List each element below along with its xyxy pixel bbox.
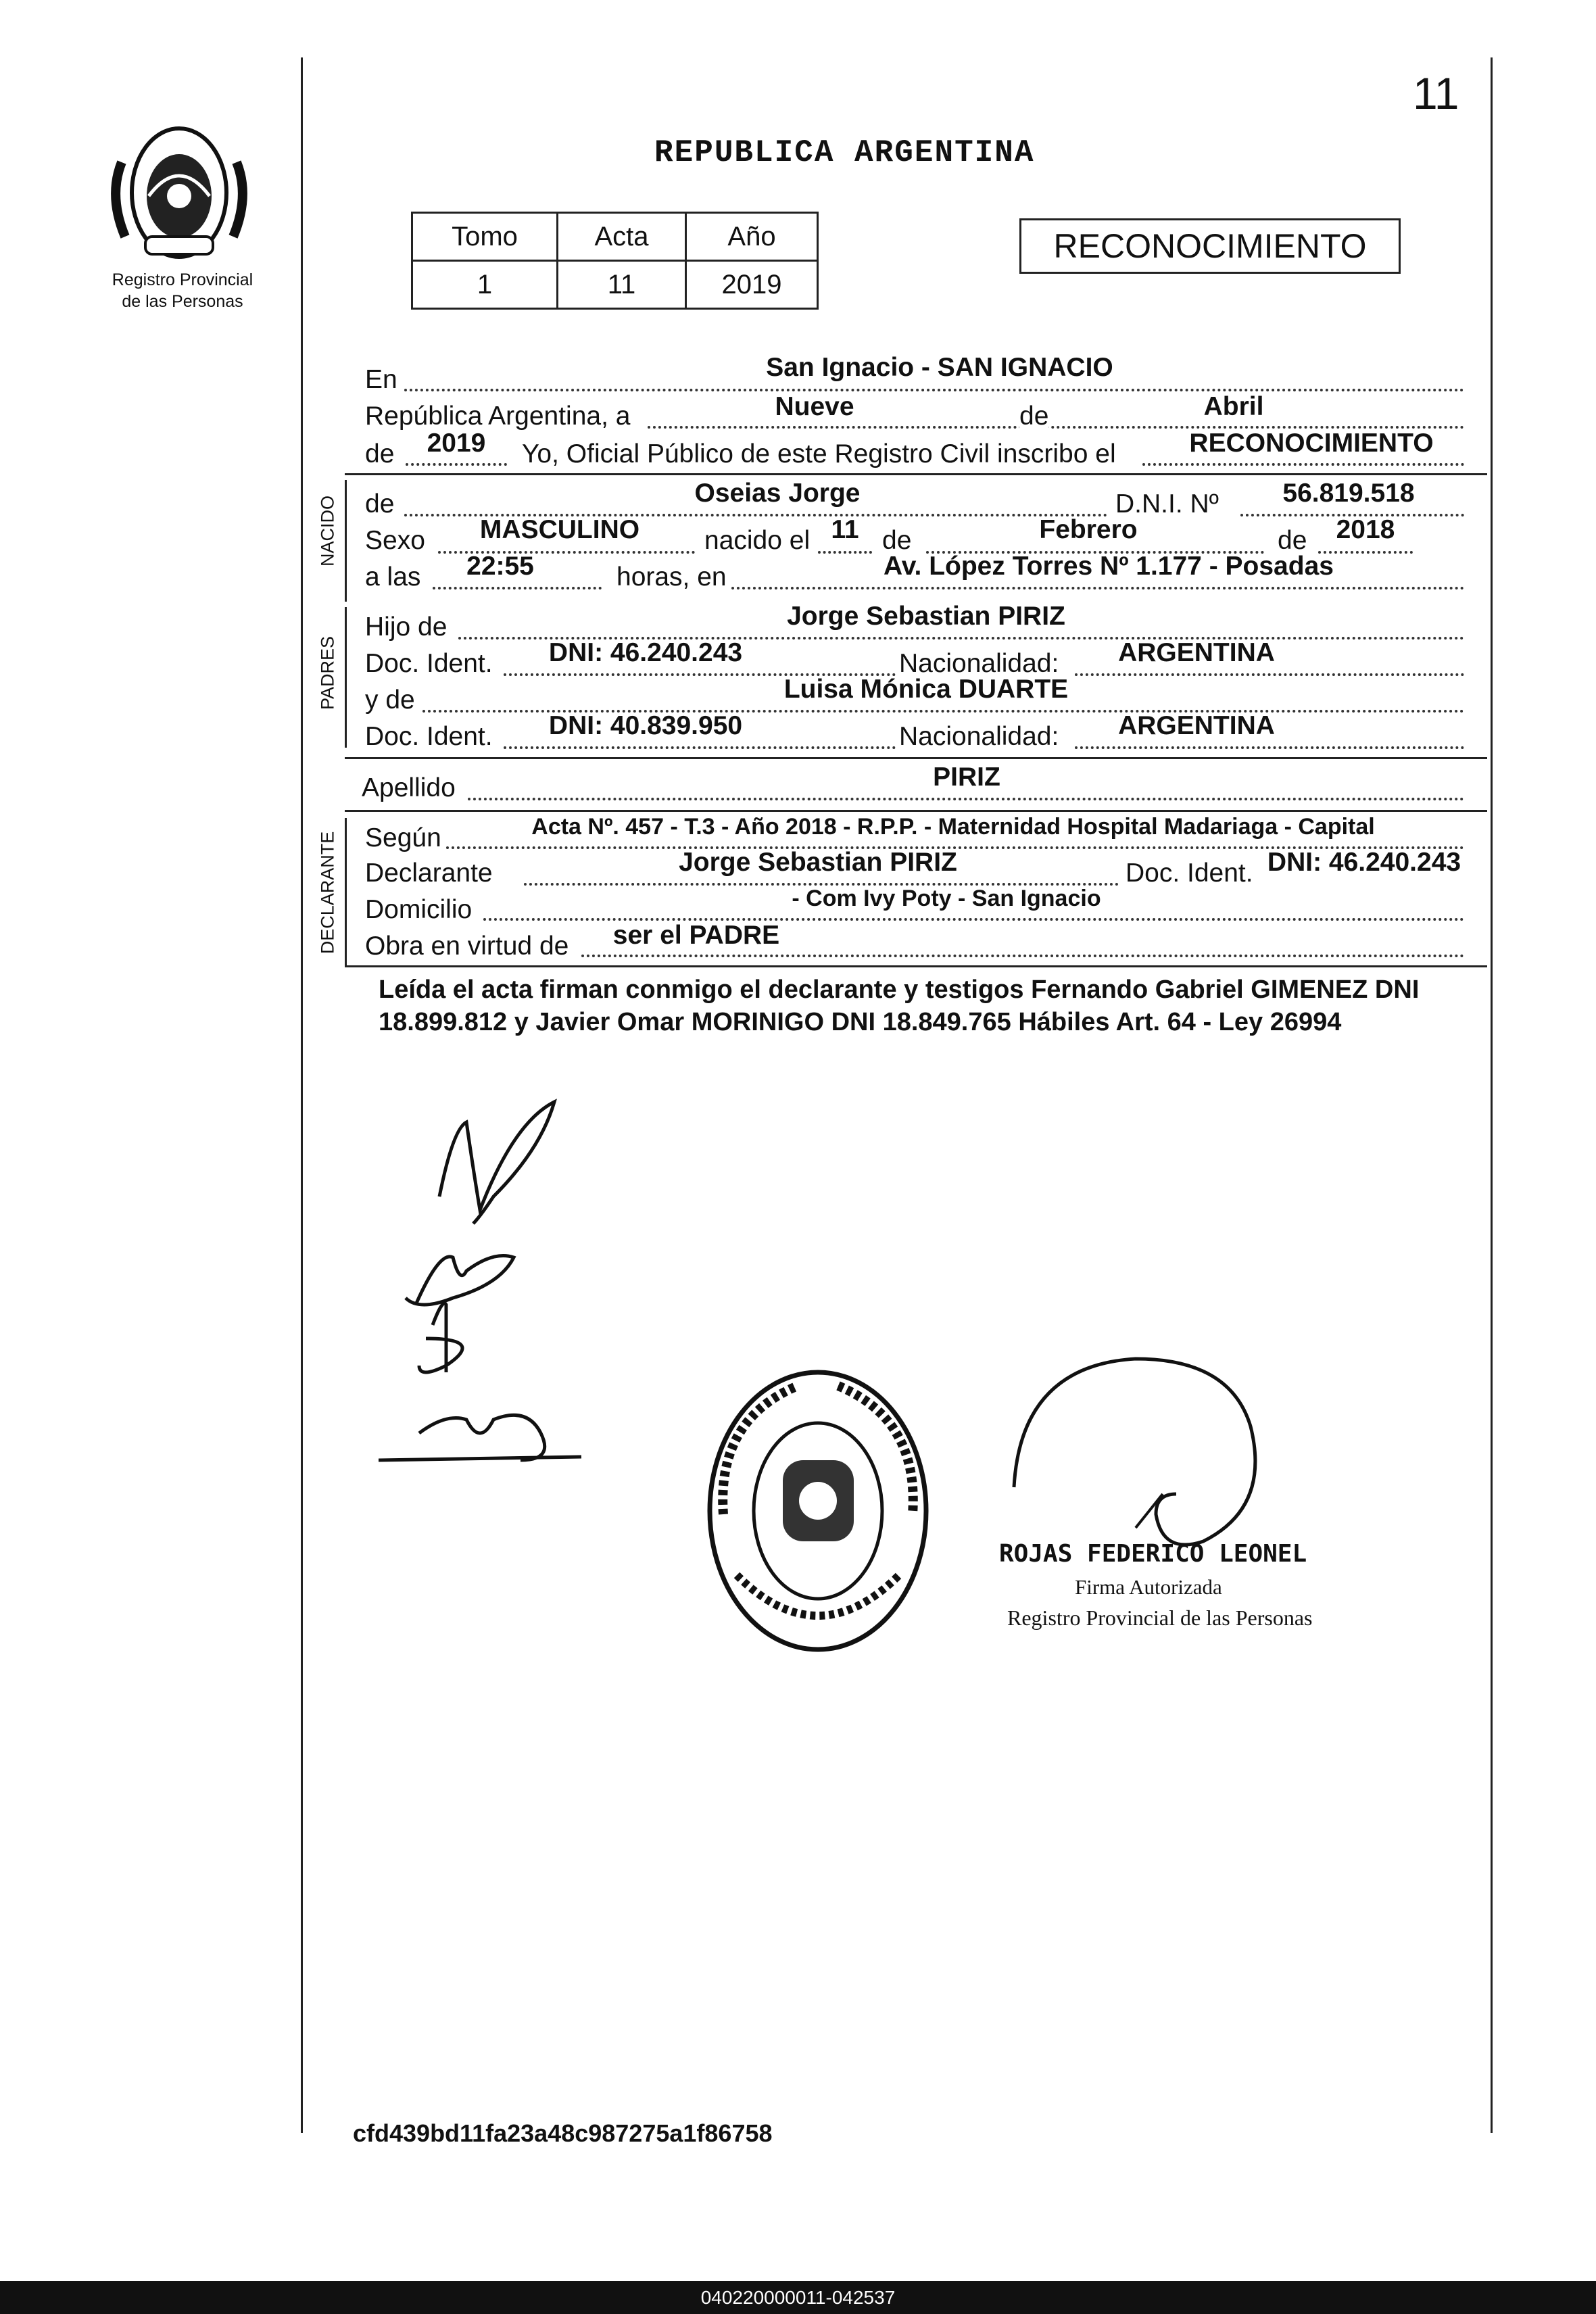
declarante-label: DECLARANTE — [317, 831, 338, 955]
republica-label: República Argentina, a — [365, 402, 631, 431]
birth-place-value: Av. López Torres Nº 1.177 - Posadas — [884, 552, 1334, 581]
birth-year-value: 2018 — [1336, 515, 1395, 544]
domicilio-value: - Com Ivy Poty - San Ignacio — [792, 886, 1101, 911]
doc-ident-label: Doc. Ident. — [365, 649, 493, 678]
child-name-value: Oseias Jorge — [694, 479, 861, 508]
table-cell: 11 — [558, 261, 686, 309]
sex-value: MASCULINO — [479, 515, 640, 544]
horas-label: horas, en — [616, 562, 727, 592]
left-margin-line — [301, 57, 303, 2133]
logo-caption: Registro Provincial de las Personas — [112, 270, 253, 311]
dotted-line — [581, 955, 1464, 957]
dotted-line — [1075, 746, 1464, 749]
doc-ident-label-3: Doc. Ident. — [1126, 859, 1253, 888]
mother-nat-value: ARGENTINA — [1118, 711, 1275, 740]
yo-text: Yo, Oficial Público de este Registro Civil inscribo el — [522, 439, 1116, 468]
record-type-box: RECONOCIMIENTO — [1019, 218, 1401, 274]
de-label-2: de — [365, 439, 395, 468]
province-logo — [95, 122, 264, 267]
closing-paragraph: Leída el acta firman conmigo el declarante y testigos Fernando Gabriel GIMENEZ DNI 18.899.812 y Javier Omar MORINIGO DNI 18.849.765 Hábiles Art. 64 - Ley 26994 — [379, 975, 1420, 1036]
coat-of-arms-icon — [95, 122, 264, 264]
inscribe-value: RECONOCIMIENTO — [1189, 429, 1434, 458]
nacido-label: NACIDO — [317, 496, 338, 567]
declarante-doc-value: DNI: 46.240.243 — [1267, 848, 1461, 877]
dotted-line — [731, 587, 1464, 589]
nacido-bracket — [345, 480, 347, 602]
segun-value: Acta Nº. 457 - T.3 - Año 2018 - R.P.P. - Maternidad Hospital Madariaga - Capital — [531, 814, 1375, 840]
a-las-label: a las — [365, 562, 421, 592]
sexo-label: Sexo — [365, 526, 425, 555]
section-divider — [345, 473, 1487, 475]
declarante-field-label: Declarante — [365, 859, 493, 888]
nacido-el-label: nacido el — [704, 526, 811, 555]
right-margin-line — [1491, 57, 1493, 2133]
official-stamp-icon — [696, 1359, 940, 1663]
padres-bracket — [345, 607, 347, 748]
padres-label: PADRES — [317, 635, 338, 710]
de-label-3: de — [365, 489, 395, 519]
de-label-5: de — [1278, 526, 1307, 555]
child-dni-value: 56.819.518 — [1282, 479, 1415, 508]
document-title: REPUBLICA ARGENTINA — [654, 135, 1035, 170]
table-header: Tomo — [412, 213, 558, 261]
birth-time-value: 22:55 — [466, 552, 534, 581]
mother-doc-value: DNI: 40.839.950 — [548, 711, 743, 740]
official-signature-icon — [1000, 1352, 1338, 1555]
dotted-line — [1142, 463, 1464, 466]
dotted-line — [404, 389, 1464, 391]
de-label: de — [1019, 400, 1048, 433]
dotted-line — [433, 587, 602, 589]
apellido-label: Apellido — [362, 773, 456, 802]
witness-signatures-icon — [379, 1082, 622, 1487]
table-cell: 1 — [412, 261, 558, 309]
birth-month-value: Febrero — [1039, 515, 1138, 544]
declarante-bracket — [345, 818, 347, 965]
nacionalidad-label-2: Nacionalidad: — [899, 722, 1059, 751]
table-header: Acta — [558, 213, 686, 261]
footer-code: 040220000011-042537 — [0, 2281, 1596, 2314]
dotted-line — [468, 798, 1464, 800]
mother-name-value: Luisa Mónica DUARTE — [783, 675, 1069, 704]
section-divider — [345, 965, 1487, 967]
birth-day-value: 11 — [831, 515, 859, 544]
de-label-4: de — [882, 526, 912, 555]
dotted-line — [504, 746, 896, 749]
segun-label: Según — [365, 823, 441, 852]
table-header: Año — [686, 213, 818, 261]
page-number: 11 — [1413, 68, 1459, 118]
father-nat-value: ARGENTINA — [1118, 638, 1275, 667]
hijo-de-label: Hijo de — [365, 612, 448, 642]
place-value: San Ignacio - SAN IGNACIO — [766, 353, 1113, 382]
y-de-label: y de — [365, 685, 415, 715]
en-label: En — [365, 365, 397, 394]
day-value: Nueve — [775, 392, 854, 421]
record-table — [411, 212, 819, 310]
surname-value: PIRIZ — [933, 763, 1000, 792]
doc-ident-label-2: Doc. Ident. — [365, 722, 493, 751]
section-divider — [345, 810, 1487, 812]
document-hash: cfd439bd11fa23a48c987275a1f86758 — [353, 2119, 773, 2147]
official-name: ROJAS FEDERICO LEONEL — [999, 1540, 1307, 1568]
dotted-line — [406, 463, 507, 466]
table-cell: 2019 — [686, 261, 818, 309]
domicilio-label: Domicilio — [365, 895, 473, 924]
father-name-value: Jorge Sebastian PIRIZ — [787, 602, 1065, 631]
year-value: 2019 — [427, 429, 486, 458]
obra-value: ser el PADRE — [612, 921, 780, 950]
section-divider — [345, 757, 1487, 759]
official-org: Registro Provincial de las Personas — [1007, 1606, 1313, 1630]
dni-label: D.N.I. Nº — [1115, 489, 1219, 519]
nacionalidad-label: Nacionalidad: — [899, 649, 1059, 678]
declarante-name-value: Jorge Sebastian PIRIZ — [679, 848, 957, 877]
official-role: Firma Autorizada — [1075, 1575, 1222, 1599]
obra-label: Obra en virtud de — [365, 932, 569, 961]
month-value: Abril — [1203, 392, 1264, 421]
father-doc-value: DNI: 46.240.243 — [548, 638, 743, 667]
